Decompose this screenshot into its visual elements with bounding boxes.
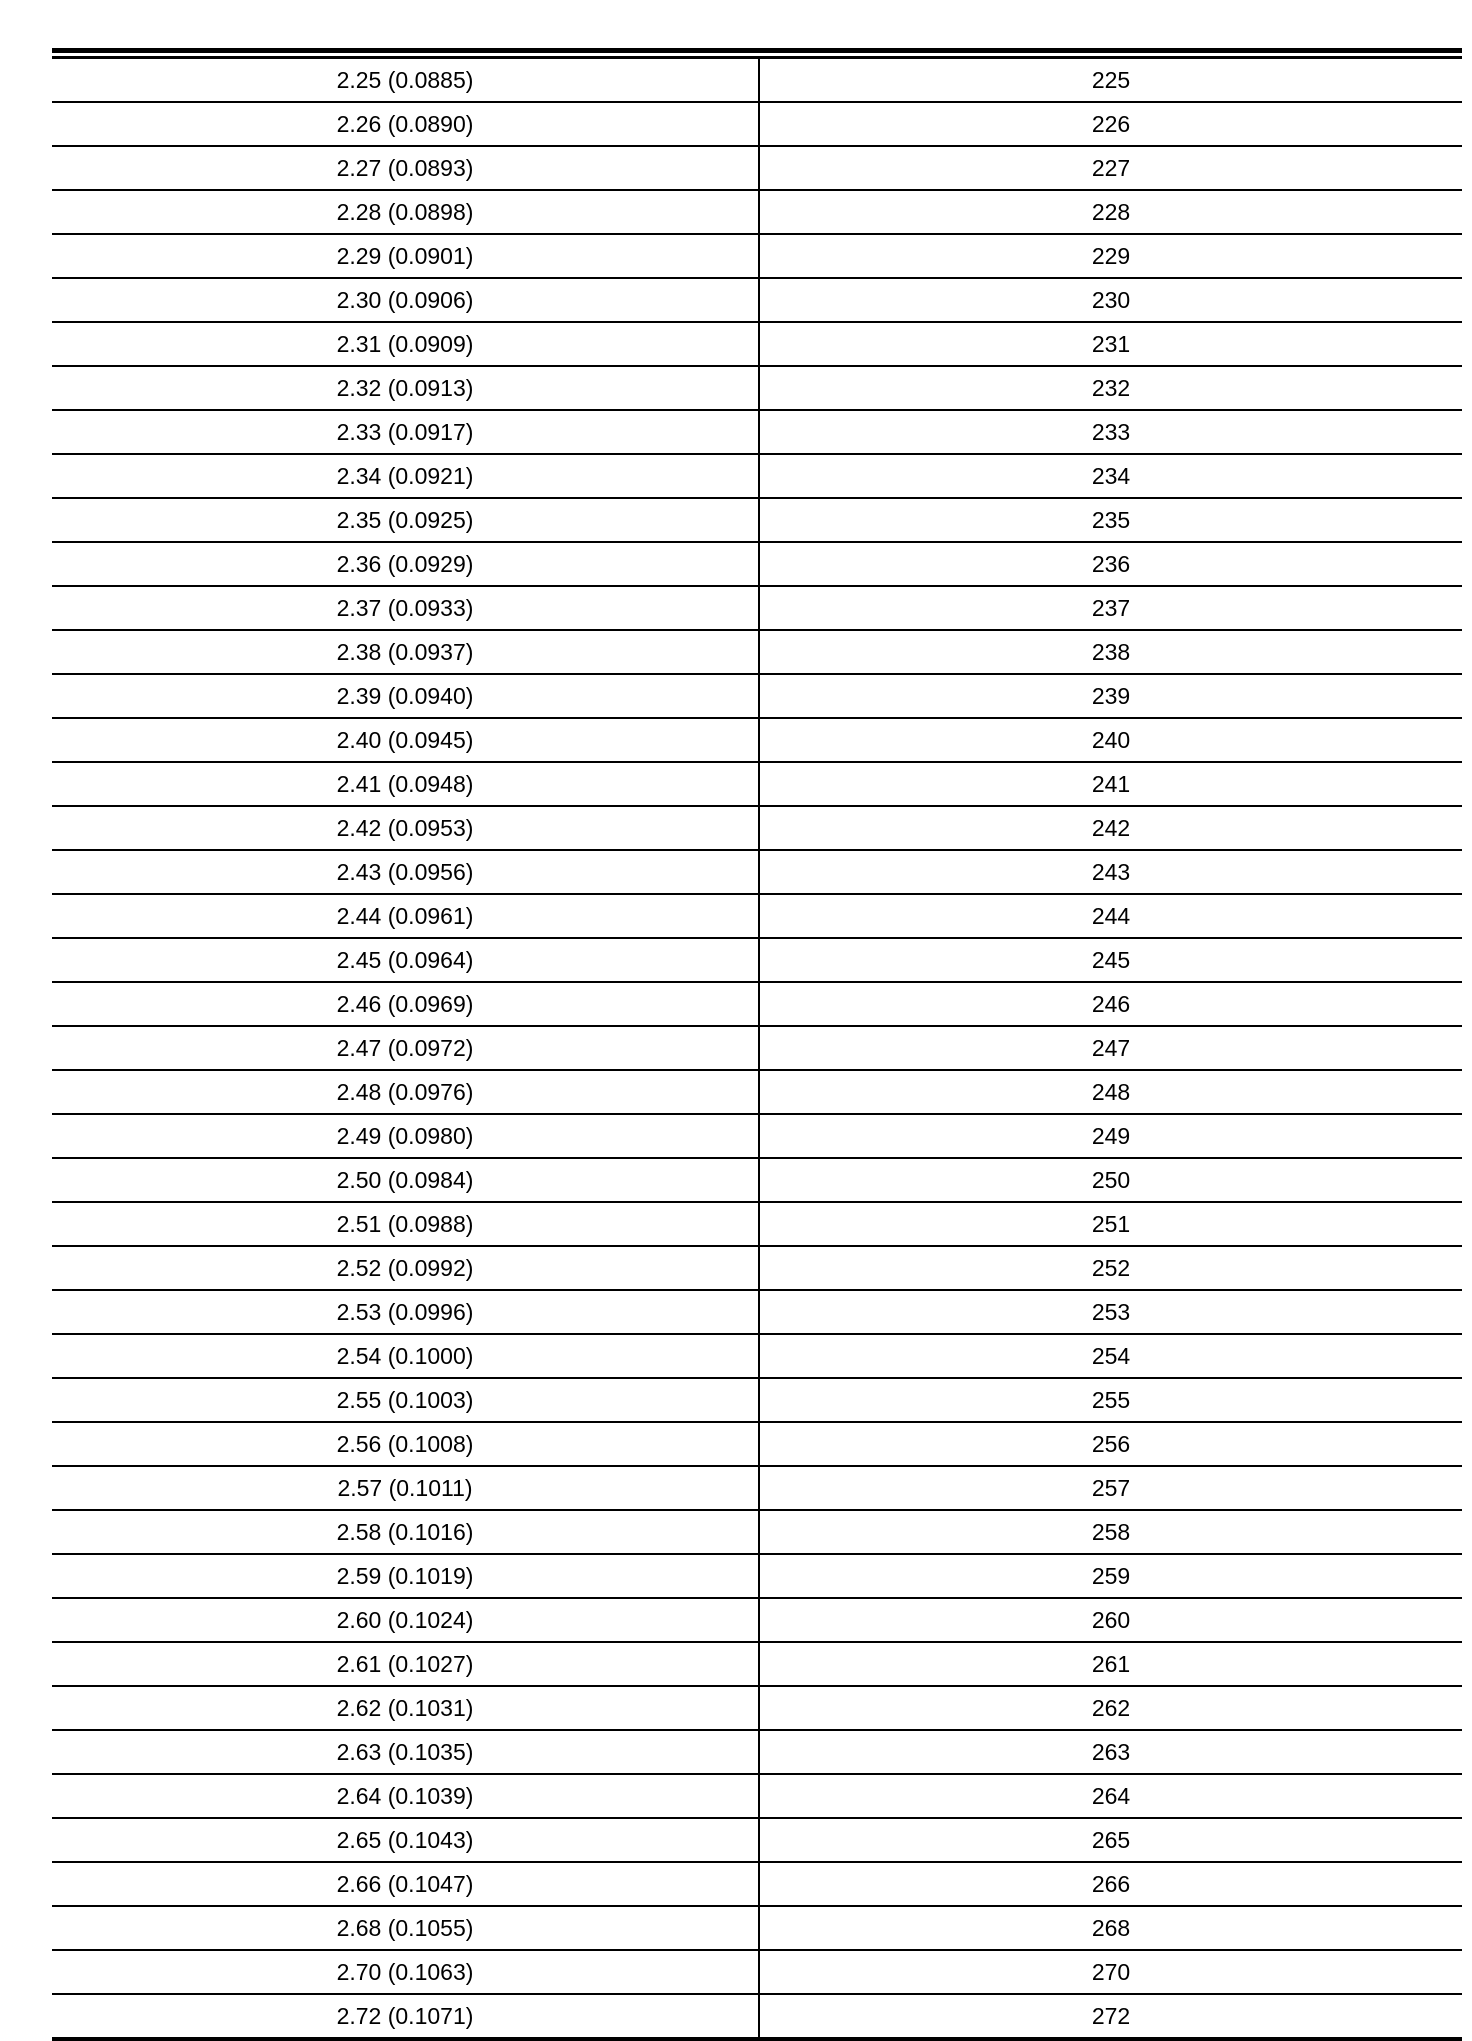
table-cell-value: 260 xyxy=(759,1598,1462,1642)
table-cell-dimension: 2.55 (0.1003) xyxy=(52,1378,759,1422)
table-row xyxy=(52,234,1462,278)
table-row xyxy=(52,630,1462,674)
table-row xyxy=(52,1114,1462,1158)
table-row xyxy=(52,1202,1462,1246)
table-row xyxy=(52,1466,1462,1510)
table-row xyxy=(52,1246,1462,1290)
table-row xyxy=(52,1158,1462,1202)
table-cell-dimension: 2.57 (0.1011) xyxy=(52,1466,759,1510)
table-row xyxy=(52,1026,1462,1070)
table-row xyxy=(52,102,1462,146)
table-cell-value: 240 xyxy=(759,718,1462,762)
table-cell-value: 251 xyxy=(759,1202,1462,1246)
table-body xyxy=(52,59,1462,2037)
table-cell-value: 261 xyxy=(759,1642,1462,1686)
table-row xyxy=(52,1774,1462,1818)
table-row xyxy=(52,1950,1462,1994)
table-cell-dimension: 2.37 (0.0933) xyxy=(52,586,759,630)
table-cell-dimension: 2.25 (0.0885) xyxy=(52,59,759,102)
table-cell-dimension: 2.40 (0.0945) xyxy=(52,718,759,762)
table-cell-value: 268 xyxy=(759,1906,1462,1950)
table-row xyxy=(52,454,1462,498)
table-cell-value: 259 xyxy=(759,1554,1462,1598)
table-cell-dimension: 2.49 (0.0980) xyxy=(52,1114,759,1158)
table-cell-dimension: 2.63 (0.1035) xyxy=(52,1730,759,1774)
table-cell-dimension: 2.52 (0.0992) xyxy=(52,1246,759,1290)
table-cell-value: 265 xyxy=(759,1818,1462,1862)
table-cell-value: 243 xyxy=(759,850,1462,894)
table-cell-value: 248 xyxy=(759,1070,1462,1114)
table-row xyxy=(52,1070,1462,1114)
table-cell-value: 226 xyxy=(759,102,1462,146)
table-row xyxy=(52,894,1462,938)
table-row xyxy=(52,410,1462,454)
table-cell-dimension: 2.26 (0.0890) xyxy=(52,102,759,146)
table-cell-value: 258 xyxy=(759,1510,1462,1554)
table-cell-value: 232 xyxy=(759,366,1462,410)
table-cell-value: 262 xyxy=(759,1686,1462,1730)
table-row xyxy=(52,806,1462,850)
data-table xyxy=(52,59,1462,2037)
table-cell-value: 272 xyxy=(1091,2003,1131,2029)
table-cell-value: 236 xyxy=(759,542,1462,586)
table-row xyxy=(52,366,1462,410)
table-row xyxy=(52,59,1462,102)
table-row xyxy=(52,1598,1462,1642)
table-cell-dimension: 2.54 (0.1000) xyxy=(52,1334,759,1378)
table-cell-dimension: 2.58 (0.1016) xyxy=(52,1510,759,1554)
table-row xyxy=(52,1422,1462,1466)
table-row xyxy=(52,718,1462,762)
table-row xyxy=(52,1686,1462,1730)
table-row xyxy=(52,278,1462,322)
table-row xyxy=(52,1378,1462,1422)
table-cell-value: 238 xyxy=(759,630,1462,674)
table-cell-value: 264 xyxy=(759,1774,1462,1818)
table-cell-value: 263 xyxy=(759,1730,1462,1774)
table-cell-dimension: 2.59 (0.1019) xyxy=(52,1554,759,1598)
table-cell-value: 225 xyxy=(759,59,1462,102)
table-row xyxy=(52,938,1462,982)
table-bottom-rule xyxy=(52,2037,1462,2041)
table-cell-dimension: 2.70 (0.1063) xyxy=(52,1950,759,1994)
table-cell-dimension: 2.60 (0.1024) xyxy=(52,1598,759,1642)
table-row xyxy=(52,1818,1462,1862)
table-cell-dimension: 2.33 (0.0917) xyxy=(52,410,759,454)
table-cell-dimension: 2.36 (0.0929) xyxy=(52,542,759,586)
table-cell-value: 237 xyxy=(759,586,1462,630)
table-row xyxy=(52,498,1462,542)
table-cell-dimension: 2.35 (0.0925) xyxy=(52,498,759,542)
table-cell-value: 246 xyxy=(759,982,1462,1026)
table-cell-dimension: 2.31 (0.0909) xyxy=(52,322,759,366)
table-row xyxy=(52,1906,1462,1950)
table-cell-dimension: 2.66 (0.1047) xyxy=(52,1862,759,1906)
table-cell-dimension: 2.27 (0.0893) xyxy=(52,146,759,190)
table-cell-dimension: 2.65 (0.1043) xyxy=(52,1818,759,1862)
table-row xyxy=(52,190,1462,234)
table-cell-value: 239 xyxy=(759,674,1462,718)
table-cell-dimension: 2.42 (0.0953) xyxy=(52,806,759,850)
table-cell-dimension: 2.39 (0.0940) xyxy=(52,674,759,718)
table-cell-dimension: 2.68 (0.1055) xyxy=(52,1906,759,1950)
table-row xyxy=(52,762,1462,806)
table-cell-value: 245 xyxy=(759,938,1462,982)
table-cell-value: 234 xyxy=(759,454,1462,498)
table-row xyxy=(52,1642,1462,1686)
table-cell-value: 256 xyxy=(759,1422,1462,1466)
table-cell-value: 270 xyxy=(759,1950,1462,1994)
table-cell-dimension: 2.41 (0.0948) xyxy=(52,762,759,806)
table-cell-dimension: 2.62 (0.1031) xyxy=(52,1686,759,1730)
table-cell-value: 230 xyxy=(759,278,1462,322)
table-row xyxy=(52,674,1462,718)
table-cell-value: 252 xyxy=(759,1246,1462,1290)
table-cell-value: 242 xyxy=(759,806,1462,850)
table-row xyxy=(52,322,1462,366)
table-row xyxy=(52,982,1462,1026)
table-cell-value: 247 xyxy=(759,1026,1462,1070)
table-cell-value: 253 xyxy=(759,1290,1462,1334)
table-row xyxy=(52,1554,1462,1598)
table-cell-value: 249 xyxy=(759,1114,1462,1158)
table-row xyxy=(52,586,1462,630)
table-cell-dimension: 2.32 (0.0913) xyxy=(52,366,759,410)
table-row xyxy=(52,542,1462,586)
table-cell-value: 250 xyxy=(759,1158,1462,1202)
table-cell-value: 233 xyxy=(759,410,1462,454)
table-cell-dimension: 2.46 (0.0969) xyxy=(52,982,759,1026)
table-cell-value: 266 xyxy=(759,1862,1462,1906)
table-row xyxy=(52,1334,1462,1378)
table-cell-dimension: 2.53 (0.0996) xyxy=(52,1290,759,1334)
table-cell-dimension: 2.61 (0.1027) xyxy=(52,1642,759,1686)
table-row xyxy=(52,1730,1462,1774)
table-row xyxy=(52,146,1462,190)
table-cell-value: 255 xyxy=(759,1378,1462,1422)
table-cell-dimension: 2.30 (0.0906) xyxy=(52,278,759,322)
table-cell-dimension: 2.29 (0.0901) xyxy=(52,234,759,278)
table-cell-dimension: 2.56 (0.1008) xyxy=(52,1422,759,1466)
table-cell-dimension: 2.48 (0.0976) xyxy=(52,1070,759,1114)
table-cell-value: 244 xyxy=(759,894,1462,938)
table-cell-dimension: 2.34 (0.0921) xyxy=(52,454,759,498)
table-cell-value: 228 xyxy=(759,190,1462,234)
table-cell-dimension: 2.28 (0.0898) xyxy=(52,190,759,234)
data-table-container xyxy=(52,48,1462,2041)
table-cell-dimension: 2.64 (0.1039) xyxy=(52,1774,759,1818)
table-row xyxy=(52,1862,1462,1906)
table-cell-value: 241 xyxy=(759,762,1462,806)
table-cell-dimension: 2.50 (0.0984) xyxy=(52,1158,759,1202)
table-row xyxy=(52,1510,1462,1554)
table-cell-value: 231 xyxy=(759,322,1462,366)
table-cell-value: 227 xyxy=(759,146,1462,190)
table-cell-dimension: 2.45 (0.0964) xyxy=(52,938,759,982)
table-cell-value: 235 xyxy=(759,498,1462,542)
table-cell-value: 257 xyxy=(759,1466,1462,1510)
table-cell-dimension: 2.51 (0.0988) xyxy=(52,1202,759,1246)
table-cell-dimension: 2.47 (0.0972) xyxy=(52,1026,759,1070)
table-row xyxy=(52,1994,1462,2037)
table-cell-dimension: 2.44 (0.0961) xyxy=(52,894,759,938)
table-cell-dimension: 2.72 (0.1071) xyxy=(52,1994,759,2037)
table-cell-value: 254 xyxy=(759,1334,1462,1378)
table-cell-dimension: 2.38 (0.0937) xyxy=(52,630,759,674)
table-cell-value: 229 xyxy=(759,234,1462,278)
table-cell-dimension: 2.43 (0.0956) xyxy=(52,850,759,894)
table-row xyxy=(52,1290,1462,1334)
table-row xyxy=(52,850,1462,894)
